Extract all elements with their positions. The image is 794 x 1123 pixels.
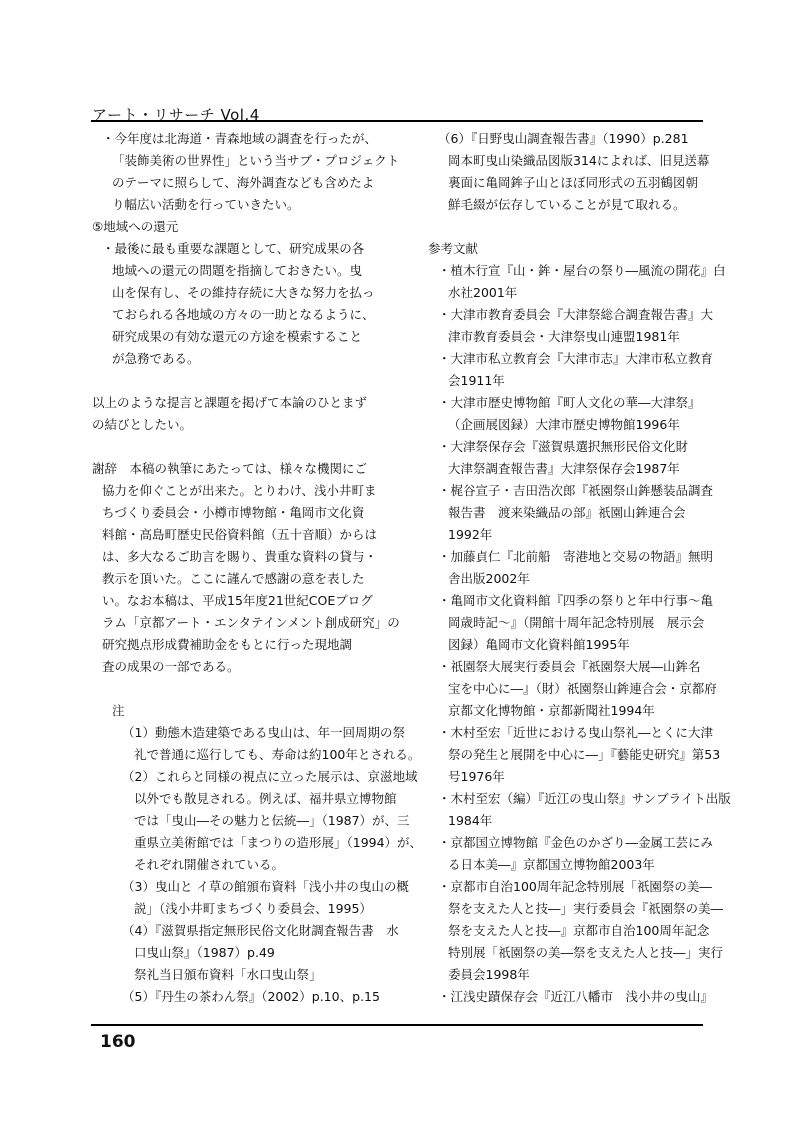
right-column-line: 祭の発生と展開を中心に―」『藝能史研究』第53 (448, 747, 721, 762)
right-column-line: 1992年 (448, 527, 493, 542)
right-column-line: 号1976年 (448, 769, 505, 784)
right-column-line: 京都文化博物館・京都新聞社1994年 (448, 703, 655, 718)
right-column-line: ・加藤貞仁『北前船 寄港地と交易の物語』無明 (438, 549, 714, 564)
left-column-line: （2）これらと同様の視点に立った展示は、京滋地域 (122, 769, 418, 784)
right-column-line: 参考文献 (428, 241, 479, 256)
left-column-line: 説」（浅小井町まちづくり委員会、1995） (134, 901, 372, 916)
right-column-line: 1984年 (448, 813, 493, 828)
left-column-line (92, 678, 392, 700)
right-column-line: 祭を支えた人と技―」実行委員会『祇園祭の美― (448, 901, 724, 916)
left-column-line: （3）曳山と イ草の館頒布資料「浅小井の曳山の概 (122, 879, 409, 894)
left-column-line: ・今年度は北海道・青森地域の調査を行ったが、 (102, 131, 378, 146)
left-column-line: 教示を頂いた。ここに謹んで感謝の意を表した (102, 571, 365, 586)
left-column-line: 以上のような提言と課題を掲げて本論のひとまず (92, 395, 368, 410)
right-column-line: 宝を中心に―』（財）祇園祭山鉾連合会・京都府 (448, 681, 717, 696)
right-column-line: ・大津祭保存会『滋賀県選択無形民俗文化財 (438, 439, 689, 454)
right-column-line: 大津祭調査報告書』大津祭保存会1987年 (448, 461, 680, 476)
header-rule (91, 120, 703, 122)
left-column-line: 口曳山祭』（1987）p.49 (134, 945, 275, 960)
left-column-line: ちづくり委員会・小樽市博物館・亀岡市文化資 (102, 505, 365, 520)
left-column-line: 地域への還元の問題を指摘しておきたい。曳 (112, 263, 363, 278)
running-header: アート・リサーチ Vol.4 (92, 106, 260, 124)
right-column-line: 報告書 渡来染織品の部』祇園山鉾連合会 (448, 505, 686, 520)
left-column-line: それぞれ開催されている。 (134, 857, 285, 872)
left-column-line: ⑤地域への還元 (92, 219, 179, 234)
right-column-line: 裏面に亀岡鉾子山とほぼ同形式の五羽鶴図朝 (448, 175, 699, 190)
right-column-line: ・大津市私立教育会『大津市志』大津市私立教育 (438, 351, 714, 366)
right-column-line: （企画展図録）大津市歴史博物館1996年 (448, 417, 680, 432)
right-column-line: ・京都市自治100周年記念特別展「祇園祭の美― (438, 879, 712, 894)
left-column (92, 128, 423, 1008)
right-column-line: 委員会1998年 (448, 967, 530, 982)
right-column-line: 祭を支えた人と技―』京都市自治100周年記念 (448, 923, 710, 938)
left-column-line: （1）動態木造建築である曳山は、年一回周期の祭 (122, 725, 405, 740)
left-column-line: は、多大なるご助言を賜り、貴重な資料の貸与・ (102, 549, 378, 564)
right-column-line: ・植木行宣『山・鉾・屋台の祭り―風流の開花』白 (438, 263, 726, 278)
left-column-line: 料館・高島町歴史民俗資料館（五十音順）からは (102, 527, 378, 542)
right-column-line: ・江浅史蹟保存会『近江八幡市 浅小井の曳山』 (438, 989, 714, 1004)
left-column-line: い。なお本稿は、平成15年度21世紀COEプログ (102, 593, 373, 608)
left-column-line (92, 436, 392, 458)
left-column-line: のテーマに照らして、海外調査なども含めたよ (112, 175, 375, 190)
left-column-line: 「装飾美術の世界性」という当サブ・プロジェクト (112, 153, 400, 168)
right-column-line: ・木村至宏「近世における曳山祭礼―とくに大津 (438, 725, 714, 740)
left-column-line: 山を保有し、その維持存続に大きな努力を払っ (112, 285, 375, 300)
right-column-line: 鮮毛綴が伝存していることが見て取れる。 (448, 197, 686, 212)
right-column-line: 岡歳時記～』（開館十周年記念特別展 展示会 (448, 615, 705, 630)
left-column-line: の結びとしたい。 (92, 417, 193, 432)
left-column-line: 研究成果の有効な還元の方途を模索すること (112, 329, 363, 344)
left-column-line: 以外でも散見される。例えば、福井県立博物館 (134, 791, 397, 806)
left-column-line: （4）『滋賀県指定無形民俗文化財調査報告書 水 (122, 923, 399, 938)
right-column-line: 特別展「祇園祭の美―祭を支えた人と技―」実行 (448, 945, 724, 960)
right-column-line: 津市教育委員会・大津祭曳山連盟1981年 (448, 329, 680, 344)
page-number: 160 (100, 1032, 136, 1052)
left-column-line: り幅広い活動を行っていきたい。 (112, 197, 300, 212)
left-column-line: 礼で普通に巡行しても、寿命は約100年とされる。 (134, 747, 421, 762)
right-column-line: 岡本町曳山染織品図版314によれば、旧見送幕 (448, 153, 710, 168)
right-column-line (428, 216, 708, 238)
right-column-line: ・京都国立博物館『金色のかざり―金属工芸にみ (438, 835, 714, 850)
footer-rule (91, 1024, 703, 1026)
right-column-line: ・亀岡市文化資料館『四季の祭りと年中行事～亀 (438, 593, 714, 608)
left-column-line (92, 370, 392, 392)
right-column-line: る日本美―』京都国立博物館2003年 (448, 857, 655, 872)
left-column-line: が急務である。 (112, 351, 200, 366)
right-column-line: ・木村至宏（編）『近江の曳山祭』サンブライト出版 (438, 791, 731, 806)
left-column-line: 謝辞 本稿の執筆にあたっては、様々な機関にご (92, 461, 368, 476)
right-column (428, 128, 731, 1008)
left-column-line: ・最後に最も重要な課題として、研究成果の各 (102, 241, 365, 256)
left-column-line: では「曳山―その魅力と伝統―」（1987）が、三 (134, 813, 410, 828)
right-column-line: 水社2001年 (448, 285, 518, 300)
left-column-line: 査の成果の一部である。 (102, 659, 240, 674)
right-column-line: （6）『日野曳山調査報告書』（1990）p.281 (438, 131, 689, 146)
left-column-line: 祭礼当日頒布資料「水口曳山祭」 (134, 967, 322, 982)
left-column-line: 重県立美術館では「まつりの造形展」（1994）が、 (134, 835, 423, 850)
left-column-line: 協力を仰ぐことが出来た。とりわけ、浅小井町ま (102, 483, 377, 498)
left-column-line: （5）『丹生の茶わん祭』（2002）p.10、p.15 (122, 989, 380, 1004)
left-column-line: ておられる各地域の方々の一助となるように、 (112, 307, 375, 322)
left-column-line: ラム「京都アート・エンタテインメント創成研究」の (102, 615, 400, 630)
right-column-line: 舎出版2002年 (448, 571, 530, 586)
right-column-line: ・大津市歴史博物館『町人文化の華―大津祭』 (438, 395, 701, 410)
right-column-line: ・祇園祭大展実行委員会『祇園祭大展―山鉾名 (438, 659, 701, 674)
right-column-line: ・大津市教育委員会『大津祭総合調査報告書』大 (438, 307, 714, 322)
right-column-line: 図録）亀岡市文化資料館1995年 (448, 637, 630, 652)
left-column-line: 注 (112, 703, 125, 718)
right-column-line: 会1911年 (448, 373, 505, 388)
right-column-line: ・梶谷宣子・吉田浩次郎『祇園祭山鉾懸装品調査 (438, 483, 714, 498)
left-column-line: 研究拠点形成費補助金をもとに行った現地調 (102, 637, 353, 652)
